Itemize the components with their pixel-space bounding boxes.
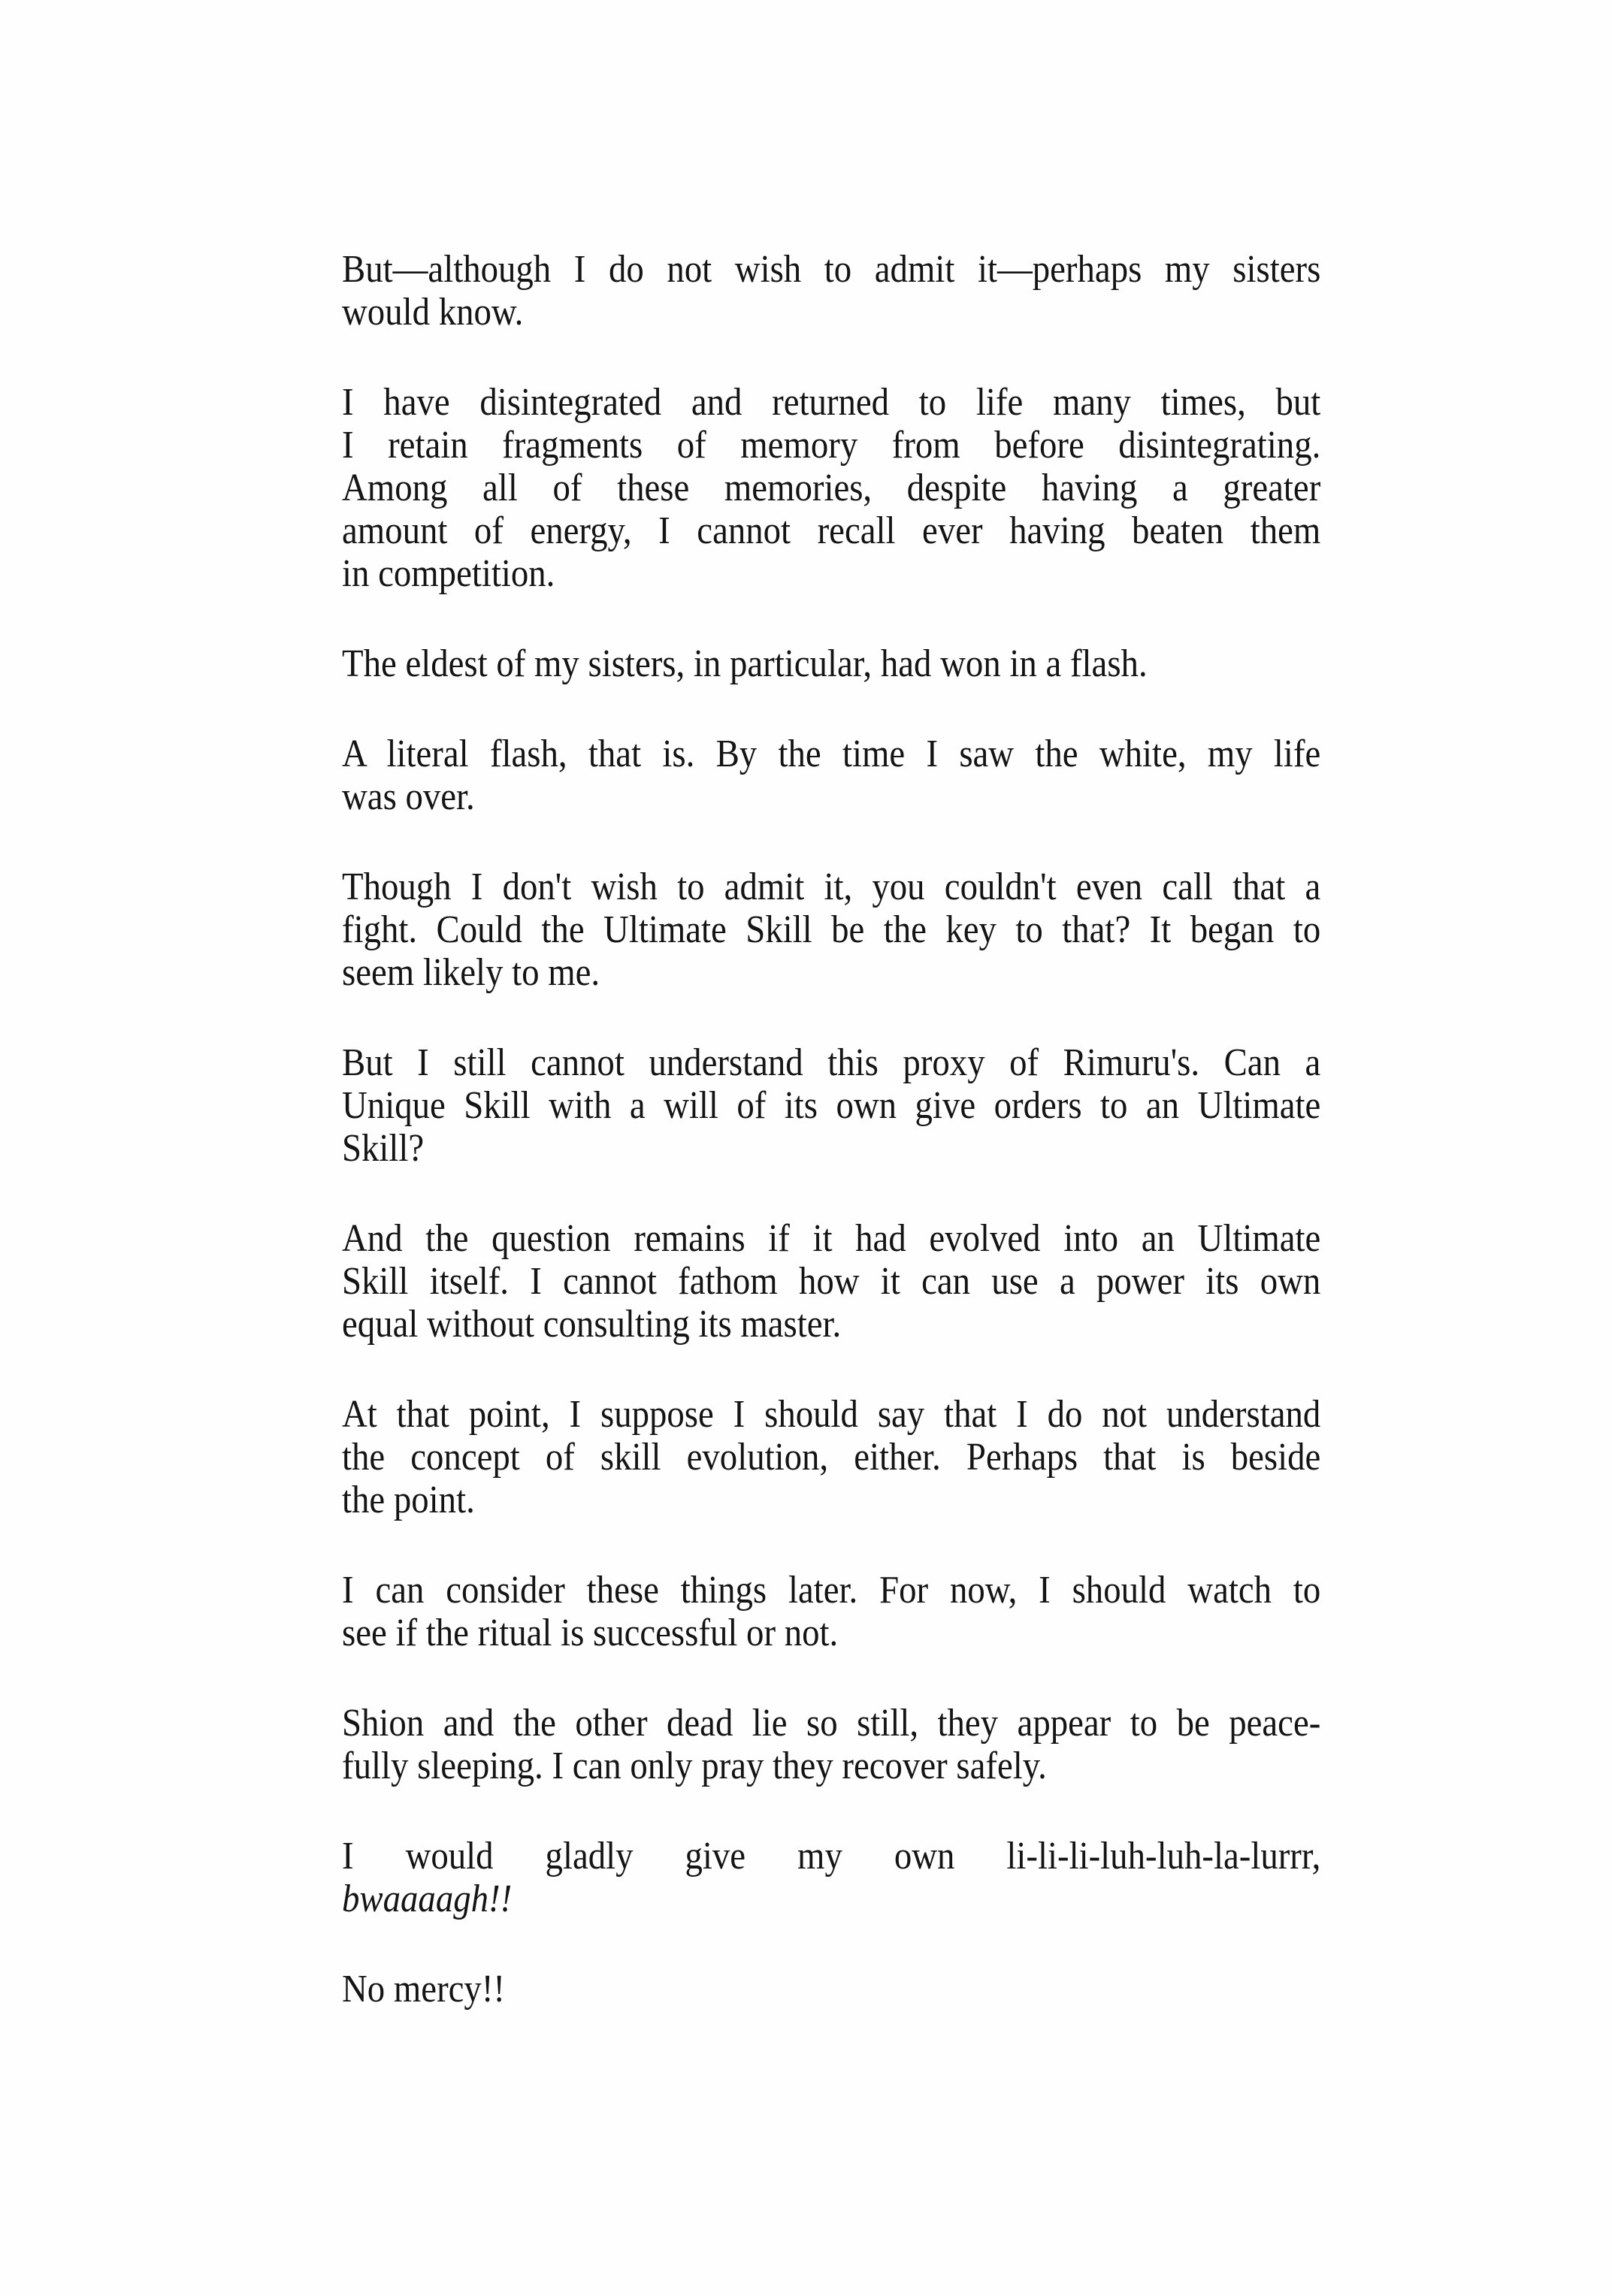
paragraph bbox=[342, 1217, 1320, 1346]
text-line: Skill itself. I cannot fathom how it can use a power its own bbox=[342, 1260, 1321, 1303]
paragraph bbox=[342, 1041, 1320, 1170]
paragraph bbox=[342, 642, 1320, 685]
paragraph bbox=[342, 1702, 1320, 1787]
paragraph bbox=[342, 733, 1320, 818]
text-line: But I still cannot understand this proxy of Rimuru's. Can a bbox=[342, 1041, 1321, 1084]
paragraph bbox=[342, 248, 1320, 334]
paragraph bbox=[342, 866, 1320, 994]
paragraph bbox=[342, 1968, 1320, 2011]
text-line: The eldest of my sisters, in particular, had won in a flash. bbox=[342, 642, 1148, 685]
paragraph bbox=[342, 1835, 1320, 1920]
text-line: fully sleeping. I can only pray they recover safely. bbox=[342, 1745, 1047, 1787]
text-line: I can consider these things later. For now, I should watch to bbox=[342, 1569, 1321, 1612]
text-line: would know. bbox=[342, 291, 524, 334]
text-line: And the question remains if it had evolved into an Ultimate bbox=[342, 1217, 1321, 1260]
text-line: But—although I do not wish to admit it—perhaps my sisters bbox=[342, 248, 1321, 291]
text-line: I would gladly give my own li-li-li-luh-luh-la-lurrr, bbox=[342, 1835, 1321, 1878]
text-line: bwaaaagh!! bbox=[342, 1878, 513, 1920]
text-line: in competition. bbox=[342, 552, 555, 595]
paragraph bbox=[342, 1569, 1320, 1654]
text-line: I have disintegrated and returned to life many times, but bbox=[342, 381, 1321, 424]
text-line: seem likely to me. bbox=[342, 951, 600, 994]
text-line: I retain fragments of memory from before disintegrating. bbox=[342, 424, 1321, 467]
text-line: the point. bbox=[342, 1479, 475, 1521]
text-line: Unique Skill with a will of its own give orders to an Ultimate bbox=[342, 1084, 1321, 1127]
text-line: Shion and the other dead lie so still, they appear to be peace- bbox=[342, 1702, 1321, 1745]
text-line: fight. Could the Ultimate Skill be the key to that? It began to bbox=[342, 908, 1321, 951]
text-line: was over. bbox=[342, 775, 475, 818]
text-line: the concept of skill evolution, either. Perhaps that is beside bbox=[342, 1436, 1321, 1479]
text-line: amount of energy, I cannot recall ever having beaten them bbox=[342, 509, 1321, 552]
paragraph bbox=[342, 381, 1320, 595]
text-line: see if the ritual is successful or not. bbox=[342, 1612, 839, 1654]
text-line: Though I don't wish to admit it, you couldn't even call that a bbox=[342, 866, 1321, 908]
text-line: A literal flash, that is. By the time I saw the white, my life bbox=[342, 733, 1321, 775]
text-line: equal without consulting its master. bbox=[342, 1303, 842, 1346]
text-line: Skill? bbox=[342, 1127, 425, 1170]
page-text bbox=[342, 248, 1320, 2011]
text-line: Among all of these memories, despite having a greater bbox=[342, 467, 1321, 509]
text-line: No mercy!! bbox=[342, 1968, 505, 2011]
paragraph bbox=[342, 1393, 1320, 1521]
text-line: At that point, I suppose I should say that I do not understand bbox=[342, 1393, 1321, 1436]
